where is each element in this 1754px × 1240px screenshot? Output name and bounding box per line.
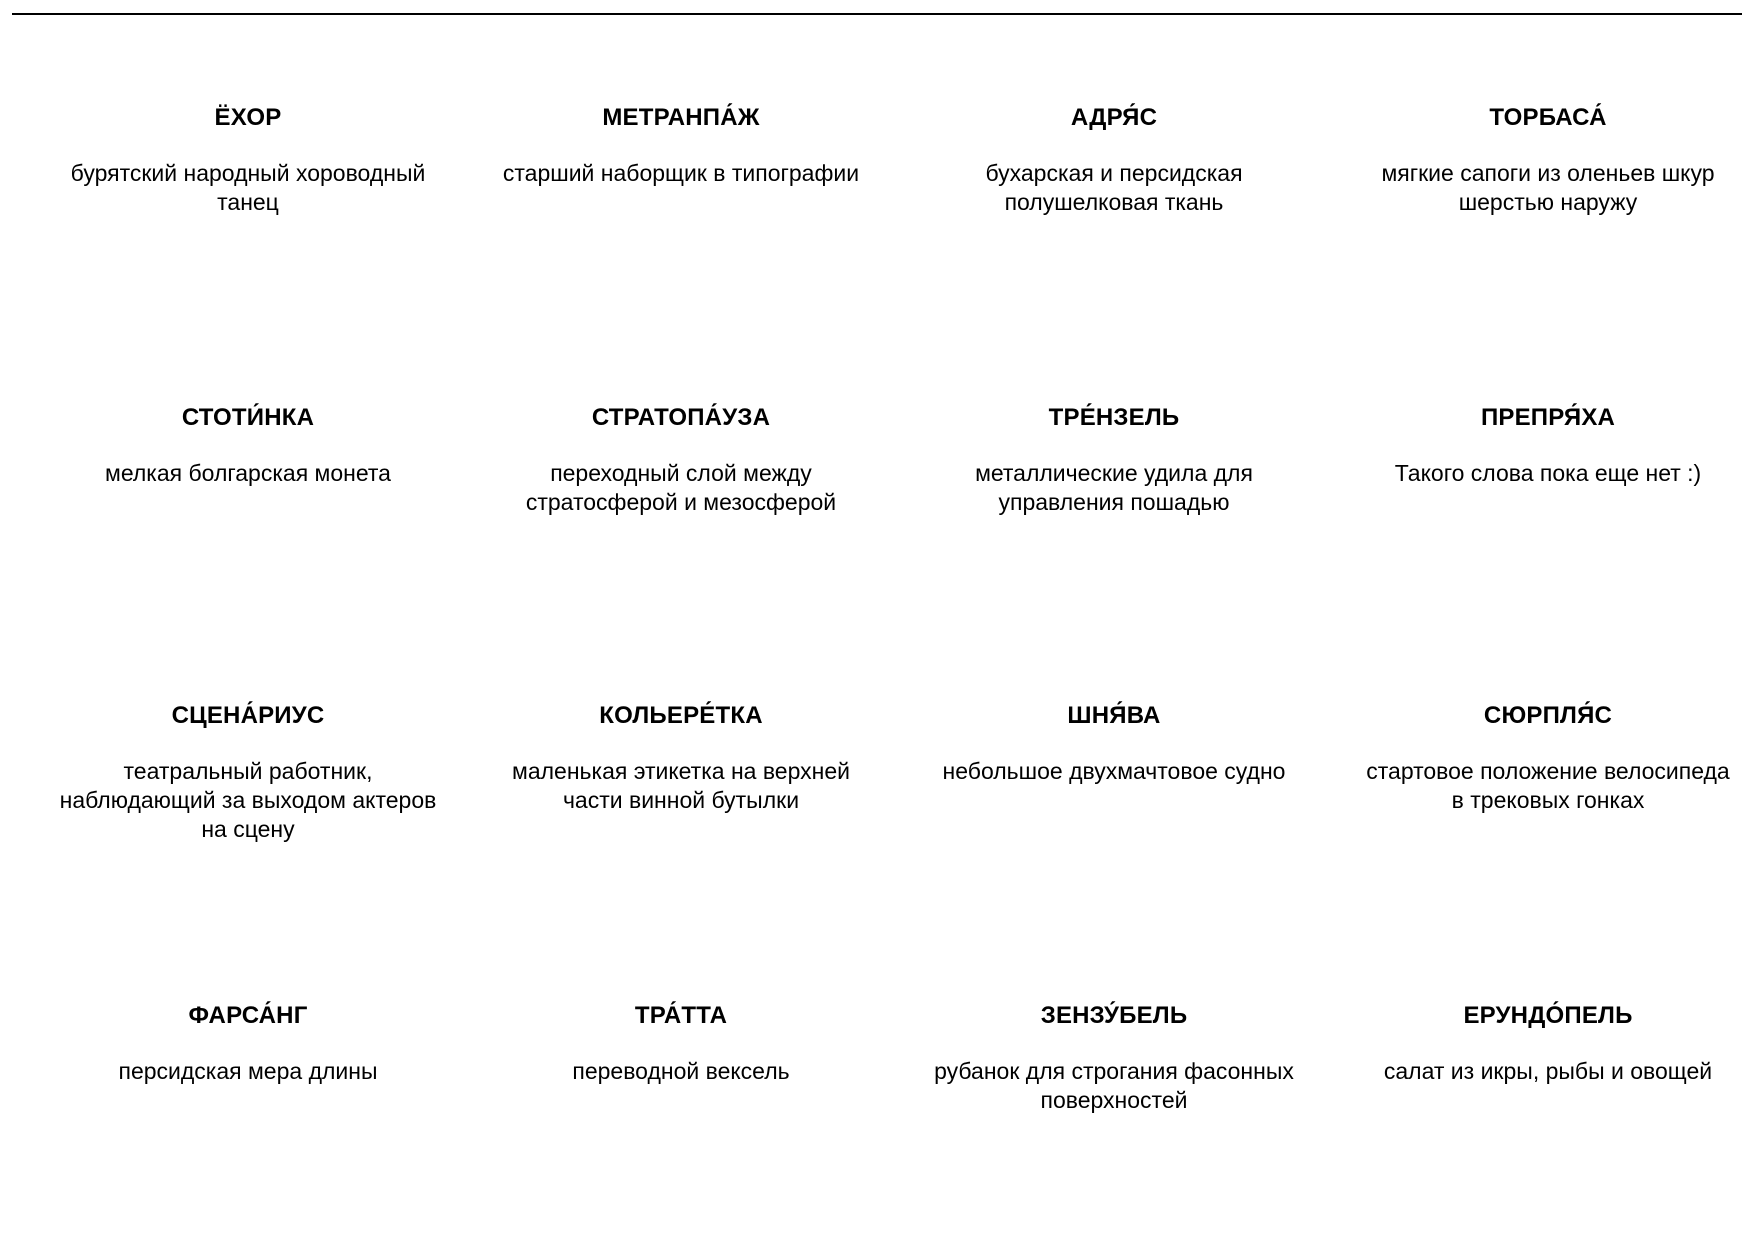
card-word: ЗЕНЗУ́БЕЛЬ (1040, 1002, 1188, 1029)
card-definition: небольшое двухмачтовое судно (942, 758, 1286, 784)
card-word: ЕРУНДО́ПЕЛЬ (1463, 1002, 1633, 1029)
card-word: ТРЕ́НЗЕЛЬ (1048, 404, 1180, 431)
word-card (58, 104, 438, 217)
card-word: СТОТИ́НКА (181, 404, 315, 431)
word-card (924, 702, 1304, 786)
card-definition: старший наборщик в типографии (502, 160, 860, 186)
card-definition: Такого слова пока еще нет :) (1394, 460, 1702, 486)
word-card (1358, 404, 1738, 488)
card-definition: переводной вексель (572, 1058, 790, 1084)
card-word: ФАРСА́НГ (188, 1002, 308, 1029)
card-definition: персидская мера длины (118, 1058, 378, 1084)
card-definition: театральный работник, наблюдающий за выходом актеров на сцену (59, 758, 437, 842)
word-card (58, 404, 438, 488)
word-card (1358, 1002, 1738, 1086)
card-definition: бурятский народный хороводный танец (70, 160, 426, 215)
card-definition: бухарская и персидская полушелковая ткань (985, 160, 1243, 215)
card-definition: переходный слой между стратосферой и мезосферой (525, 460, 837, 515)
word-card (924, 404, 1304, 517)
card-word: МЕТРАНПА́Ж (602, 104, 760, 131)
card-definition: мягкие сапоги из оленьев шкур шерстью наружу (1381, 160, 1715, 215)
card-word: ТРА́ТТА (634, 1002, 728, 1029)
card-definition: мелкая болгарская монета (105, 460, 391, 486)
card-word: ПРЕПРЯ́ХА (1480, 404, 1616, 431)
word-card (1358, 104, 1738, 217)
word-card (1358, 702, 1738, 815)
word-card (58, 702, 438, 844)
word-card (924, 1002, 1304, 1115)
card-word: КОЛЬЕРЕ́ТКА (599, 702, 763, 729)
card-word: ШНЯ́ВА (1067, 702, 1161, 729)
word-card (491, 702, 871, 815)
card-definition: маленькая этикетка на верхней части винной бутылки (512, 758, 850, 813)
card-word: АДРЯ́С (1070, 104, 1158, 131)
card-definition: рубанок для строгания фасонных поверхностей (934, 1058, 1294, 1113)
word-card (491, 104, 871, 188)
card-word: СТРАТОПА́УЗА (591, 404, 771, 431)
word-card (491, 404, 871, 517)
card-word: СЮРПЛЯ́С (1483, 702, 1613, 729)
card-word: ТОРБАСА́ (1489, 104, 1607, 131)
card-definition: салат из икры, рыбы и овощей (1383, 1058, 1713, 1084)
word-card (58, 1002, 438, 1086)
word-card (491, 1002, 871, 1086)
card-word: СЦЕНА́РИУС (171, 702, 325, 729)
card-word: ЁХОР (214, 104, 282, 131)
card-definition: стартовое положение велосипеда в трековых гонках (1366, 758, 1730, 813)
word-card (924, 104, 1304, 217)
card-definition: металлические удила для управления пошадью (975, 460, 1253, 515)
